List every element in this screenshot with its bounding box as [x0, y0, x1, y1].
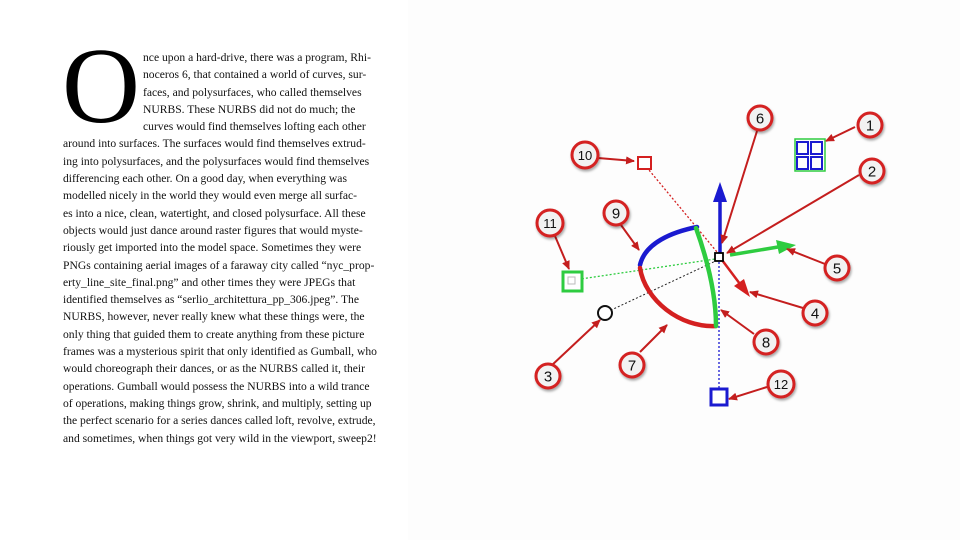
callout-number: 5 [832, 260, 842, 278]
story-line: only thing that guided them to create anything from these picture [63, 327, 365, 341]
callout-4 [803, 301, 827, 325]
callout-number: 8 [761, 334, 771, 352]
story-line: NURBS. These NURBS did not do much; the [143, 102, 356, 116]
callout-number: 12 [773, 377, 789, 392]
story-line: riously get imported into the model space. Sometimes they were [63, 241, 362, 255]
story-line: noceros 6, that contained a world of curves, sur- [143, 68, 367, 82]
y-axis-shaft [722, 260, 740, 284]
story-line: nce upon a hard-drive, there was a program, Rhi- [143, 51, 371, 64]
story-line: erty_line_site_final.png” and other times they were JPEGs that [63, 275, 356, 289]
callout-arrow-2 [727, 175, 859, 253]
rotation-arc-blue [640, 227, 697, 265]
callout-11 [537, 210, 563, 236]
story-line: es into a nice, clean, watertight, and closed polysurface. All these [63, 206, 366, 220]
callout-7 [620, 353, 644, 377]
story-line: identified themselves as “serlio_architettura_pp_306.jpeg”. The [63, 293, 359, 307]
callout-number: 11 [543, 216, 557, 231]
menu-handle-cell [797, 142, 808, 154]
story-line: ing into polysurfaces, and the polysurfaces would find themselves [63, 154, 370, 168]
callout-number: 4 [810, 305, 820, 323]
callout-2 [860, 159, 884, 183]
drop-cap: O [62, 27, 140, 146]
callout-6 [748, 106, 772, 130]
callout-12 [768, 371, 794, 397]
callouts [536, 106, 884, 397]
story-line: the perfect scenario for a series dances called loft, revolve, extrude, [63, 414, 376, 428]
story-line: would choreograph their dances, or as the NURBS called it, their [63, 362, 365, 376]
callout-number: 10 [577, 148, 593, 163]
callout-arrow-12 [729, 387, 767, 399]
story-line: NURBS, however, never really knew what these things were, the [63, 310, 365, 324]
guide-line-black [607, 258, 722, 312]
menu-handle-cell [811, 157, 822, 169]
rotation-arc-green [696, 228, 716, 326]
callout-arrow-5 [787, 249, 825, 264]
origin-handle [715, 253, 723, 261]
x-axis-shaft [730, 247, 778, 255]
scale-handle-red [638, 157, 651, 169]
story-line: objects would just dance around raster figures that would myste- [63, 223, 363, 237]
callout-arrow-4 [750, 292, 803, 308]
guide-line-green [574, 258, 722, 280]
callout-8 [754, 330, 778, 354]
callout-9 [604, 201, 628, 225]
story-line: frames was a mysterious spirit that only identified as Gumball, who [63, 345, 377, 359]
callout-number: 2 [867, 163, 877, 181]
callout-arrow-10 [598, 158, 634, 161]
callout-arrow-7 [640, 325, 667, 352]
callout-1 [858, 113, 882, 137]
story-line: PNGs containing aerial images of a faraway city called “nyc_prop- [63, 258, 375, 272]
scale-handle-blue [711, 389, 727, 405]
callout-number: 6 [755, 110, 765, 128]
callout-arrow-11 [555, 236, 569, 269]
gumball-handles [563, 139, 825, 405]
rotation-arc-red [640, 268, 716, 326]
callout-number: 3 [543, 368, 553, 386]
menu-handle-cell [797, 157, 808, 169]
y-axis-arrowhead [734, 279, 750, 297]
gumball-axes [713, 182, 796, 297]
callout-10 [572, 142, 598, 168]
callout-5 [825, 256, 849, 280]
story-line: modelled nicely in the world they would even merge all surfac- [63, 189, 358, 203]
callout-arrow-3 [551, 320, 600, 366]
rotation-arcs [640, 227, 716, 326]
menu-handle-cell [811, 142, 822, 154]
story-line: and sometimes, when things got very wild in the viewport, sweep2! [63, 431, 377, 445]
callout-number: 1 [865, 117, 875, 135]
guide-lines [574, 164, 722, 396]
callout-arrow-8 [721, 310, 754, 334]
free-move-handle [598, 306, 612, 320]
story-line: faces, and polysurfaces, who called themselves [143, 85, 362, 99]
scale-handle-green [563, 272, 582, 291]
story-line: differencing each other. On a good day, when everything was [63, 172, 347, 186]
story-line: curves would find themselves lofting each other [143, 120, 366, 134]
callout-arrow-9 [621, 225, 639, 250]
story-line: around into surfaces. The surfaces would find themselves extrud- [63, 137, 366, 151]
callout-3 [536, 364, 560, 388]
callout-number: 9 [611, 205, 621, 223]
callout-arrow-6 [722, 131, 757, 243]
callout-arrow-1 [826, 127, 855, 141]
z-axis-arrowhead [713, 182, 727, 202]
story-line: operations. Gumball would possess the NURBS into a wild trance [63, 379, 370, 393]
callout-number: 7 [627, 357, 637, 375]
story-line: of operations, making things grow, shrink, and multiply, setting up [63, 396, 372, 410]
